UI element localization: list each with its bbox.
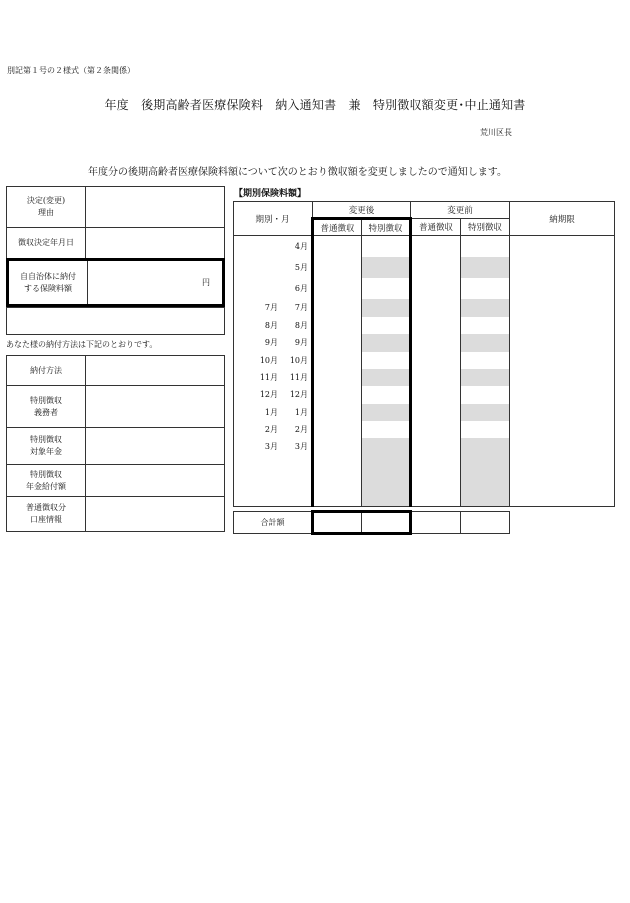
period-label: 12月 xyxy=(259,390,278,399)
after-normal-cell xyxy=(313,334,362,352)
period-cell xyxy=(234,438,313,455)
due-date-cell xyxy=(510,278,615,299)
month-label: 5月 xyxy=(294,262,308,272)
before-normal-cell xyxy=(411,369,461,386)
schedule-section-label: 【期別保険料額】 xyxy=(234,189,307,199)
month-label: 2月 xyxy=(294,424,308,434)
schedule-row xyxy=(234,257,615,278)
due-date-cell xyxy=(510,317,615,334)
before-normal-cell xyxy=(411,278,461,299)
period-cell xyxy=(234,386,313,404)
pension-amount-label: 特別徴収 年金給付額 xyxy=(7,465,86,497)
total-before-special xyxy=(461,512,510,534)
after-normal-cell xyxy=(313,369,362,386)
header-before-special: 特別徴収 xyxy=(461,219,510,236)
notice-text: 年度分の後期高齢者医療保険料額について次のとおり徴収額を変更しましたので通知します。 xyxy=(88,167,507,178)
total-before-normal xyxy=(411,512,461,534)
month-label: 9月 xyxy=(294,338,308,347)
period-cell xyxy=(234,257,313,278)
period-label: 3月 xyxy=(264,441,278,451)
period-cell xyxy=(234,352,313,369)
schedule-row xyxy=(234,369,615,386)
before-special-cell xyxy=(461,299,510,317)
schedule-row xyxy=(234,236,615,257)
issuer-name: 荒川区長 xyxy=(480,128,512,137)
pension-amount-value xyxy=(86,465,225,497)
filler-cell xyxy=(362,455,411,507)
after-special-cell xyxy=(362,257,411,278)
due-date-cell xyxy=(510,299,615,317)
schedule-row xyxy=(234,334,615,352)
after-special-cell xyxy=(362,317,411,334)
after-special-cell xyxy=(362,352,411,369)
header-period: 期別・月 xyxy=(234,202,313,236)
before-normal-cell xyxy=(411,421,461,438)
before-normal-cell xyxy=(411,386,461,404)
period-cell xyxy=(234,404,313,421)
due-date-cell xyxy=(510,404,615,421)
blank-row xyxy=(7,308,225,335)
period-label: 9月 xyxy=(264,338,278,347)
header-before: 変更前 xyxy=(411,202,510,219)
total-after-special xyxy=(362,512,411,534)
document-title: 年度 後期高齢者医療保険料 納入通知書 兼 特別徴収額変更･中止通知書 xyxy=(104,98,526,112)
method-value xyxy=(86,356,225,386)
after-special-cell xyxy=(362,386,411,404)
after-normal-cell xyxy=(313,278,362,299)
before-special-cell xyxy=(461,334,510,352)
before-special-cell xyxy=(461,317,510,334)
schedule-filler-row xyxy=(234,455,615,507)
total-table xyxy=(233,510,510,535)
header-due-date: 納期限 xyxy=(510,202,615,236)
after-special-cell xyxy=(362,278,411,299)
schedule-row xyxy=(234,317,615,334)
filler-cell xyxy=(461,455,510,507)
payment-method-note: あなた様の納付方法は下記のとおりです。 xyxy=(6,340,158,349)
after-special-cell xyxy=(362,438,411,455)
schedule-row xyxy=(234,421,615,438)
before-special-cell xyxy=(461,386,510,404)
decision-table xyxy=(6,186,225,259)
after-special-cell xyxy=(362,236,411,257)
period-label: 8月 xyxy=(264,320,278,330)
method-label: 納付方法 xyxy=(7,356,86,386)
collector-value xyxy=(86,386,225,428)
before-normal-cell xyxy=(411,317,461,334)
due-date-cell xyxy=(510,257,615,278)
month-label: 3月 xyxy=(294,441,308,451)
after-special-cell xyxy=(362,421,411,438)
period-label: 11月 xyxy=(259,372,278,382)
pension-label: 特別徴収 対象年金 xyxy=(7,428,86,465)
after-special-cell xyxy=(362,404,411,421)
due-date-cell xyxy=(510,334,615,352)
before-special-cell xyxy=(461,369,510,386)
month-label: 12月 xyxy=(289,390,308,399)
payment-amount-box xyxy=(6,258,225,307)
due-date-cell xyxy=(510,369,615,386)
before-special-cell xyxy=(461,421,510,438)
after-normal-cell xyxy=(313,386,362,404)
period-label: 7月 xyxy=(264,303,278,312)
schedule-row xyxy=(234,404,615,421)
decision-reason-value xyxy=(86,187,225,228)
month-label: 10月 xyxy=(289,355,308,365)
before-normal-cell xyxy=(411,299,461,317)
schedule-row xyxy=(234,386,615,404)
bank-info-value xyxy=(86,497,225,532)
before-special-cell xyxy=(461,404,510,421)
period-cell xyxy=(234,334,313,352)
before-special-cell xyxy=(461,236,510,257)
month-label: 4月 xyxy=(294,241,308,251)
period-cell xyxy=(234,421,313,438)
collector-label: 特別徴収 義務者 xyxy=(7,386,86,428)
period-label: 10月 xyxy=(259,355,278,365)
blank-row-table xyxy=(6,307,225,335)
payment-amount-unit: 円 xyxy=(202,278,210,287)
period-cell xyxy=(234,369,313,386)
decision-date-value xyxy=(86,228,225,259)
before-special-cell xyxy=(461,438,510,455)
after-normal-cell xyxy=(313,257,362,278)
period-cell xyxy=(234,299,313,317)
total-after-normal xyxy=(313,512,362,534)
month-label: 6月 xyxy=(294,283,308,293)
schedule-row xyxy=(234,352,615,369)
after-normal-cell xyxy=(313,299,362,317)
due-date-cell xyxy=(510,421,615,438)
before-normal-cell xyxy=(411,257,461,278)
filler-cell xyxy=(411,455,461,507)
before-special-cell xyxy=(461,278,510,299)
after-normal-cell xyxy=(313,236,362,257)
filler-cell xyxy=(313,455,362,507)
form-reference: 別記第１号の２様式（第２条関係） xyxy=(7,66,135,75)
after-normal-cell xyxy=(313,438,362,455)
pension-value xyxy=(86,428,225,465)
total-label: 合計額 xyxy=(234,512,313,534)
header-after: 変更後 xyxy=(313,202,411,219)
header-before-normal: 普通徴収 xyxy=(411,219,461,236)
period-label: 2月 xyxy=(264,424,278,434)
before-normal-cell xyxy=(411,334,461,352)
decision-date-label: 徴収決定年月日 xyxy=(7,228,86,259)
payment-amount-label: 自自治体に納付 する保険料額 xyxy=(8,260,88,306)
before-normal-cell xyxy=(411,236,461,257)
period-cell xyxy=(234,317,313,334)
period-cell xyxy=(234,278,313,299)
month-label: 1月 xyxy=(294,407,308,417)
due-date-cell xyxy=(510,352,615,369)
filler-cell xyxy=(234,455,313,507)
schedule-row xyxy=(234,438,615,455)
schedule-row xyxy=(234,299,615,317)
bank-info-label: 普通徴収分 口座情報 xyxy=(7,497,86,532)
due-date-cell xyxy=(510,438,615,455)
period-label: 1月 xyxy=(264,407,278,417)
schedule-table xyxy=(233,201,615,507)
before-normal-cell xyxy=(411,438,461,455)
month-label: 11月 xyxy=(289,372,308,382)
after-normal-cell xyxy=(313,317,362,334)
decision-reason-label: 決定(変更) 理由 xyxy=(7,187,86,228)
month-label: 7月 xyxy=(294,303,308,312)
due-date-cell xyxy=(510,236,615,257)
before-normal-cell xyxy=(411,352,461,369)
after-normal-cell xyxy=(313,352,362,369)
after-special-cell xyxy=(362,369,411,386)
before-special-cell xyxy=(461,352,510,369)
header-after-special: 特別徴収 xyxy=(362,219,411,236)
period-cell xyxy=(234,236,313,257)
before-normal-cell xyxy=(411,404,461,421)
after-normal-cell xyxy=(313,421,362,438)
after-special-cell xyxy=(362,299,411,317)
after-normal-cell xyxy=(313,404,362,421)
before-special-cell xyxy=(461,257,510,278)
header-after-normal: 普通徴収 xyxy=(313,219,362,236)
payment-method-table xyxy=(6,355,225,532)
after-special-cell xyxy=(362,334,411,352)
due-date-cell xyxy=(510,386,615,404)
month-label: 8月 xyxy=(294,320,308,330)
schedule-row xyxy=(234,278,615,299)
filler-cell xyxy=(510,455,615,507)
